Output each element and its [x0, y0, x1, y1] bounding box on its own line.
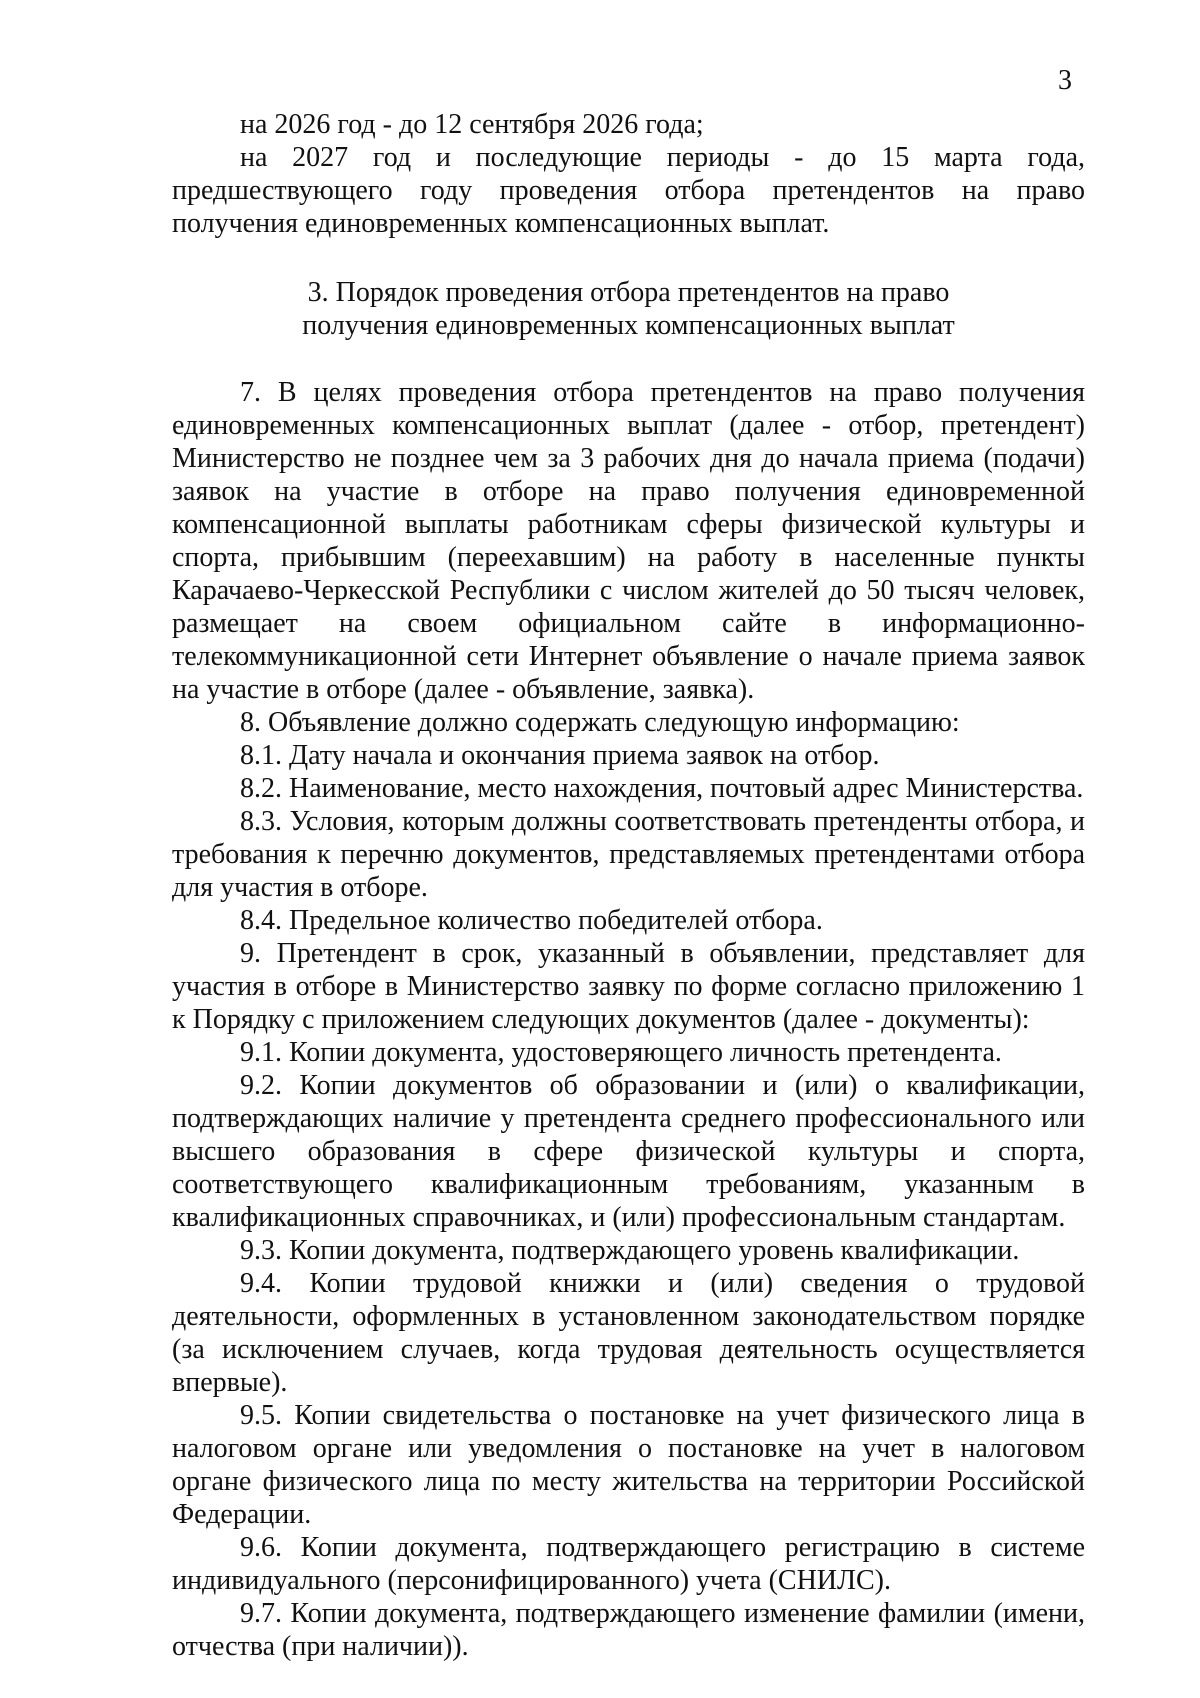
paragraph-8-4: 8.4. Предельное количество победителей отбора. [240, 905, 823, 936]
document-body [172, 108, 1085, 1663]
paragraph-8-3: 8.3. Условия, которым должны соответствовать претенденты отбора, и требования к перечню документов, представляемых претендентами отбора для участия в отборе. [172, 806, 1085, 903]
paragraph-9-7: 9.7. Копии документа, подтверждающего изменение фамилии (имени, отчества (при наличии)). [172, 1598, 1085, 1662]
paragraph-8-1: 8.1. Дату начала и окончания приема заявок на отбор. [240, 740, 880, 771]
section-heading-line-1: 3. Порядок проведения отбора претендентов на право [307, 277, 950, 308]
paragraph-8: 8. Объявление должно содержать следующую информацию: [240, 707, 960, 738]
paragraph-9-2: 9.2. Копии документов об образовании и (или) о квалификации, подтверждающих наличие у претендента среднего профессионального или высшего образования в сфере физической культуры и спорта, соответствующего квалификационным требованиям, указанным в квалификационных справочниках, и (или) профессиональным стандартам. [172, 1070, 1085, 1233]
section-heading [172, 276, 1085, 342]
paragraph-9-1: 9.1. Копии документа, удостоверяющего личность претендента. [240, 1037, 1002, 1068]
section-heading-line-2: получения единовременных компенсационных выплат [302, 310, 955, 341]
paragraph-7: 7. В целях проведения отбора претендентов на право получения единовременных компенсационных выплат (далее - отбор, претендент) Министерство не позднее чем за 3 рабочих дня до начала приема (подачи) заявок на участие в отборе на право получения единовременной компенсационной выплаты работникам сферы физической культуры и спорта, прибывшим (переехавшим) на работу в населенные пункты Карачаево-Черкесской Республики с числом жителей до 50 тысяч человек, размещает на своем официальном сайте в информационно-телекоммуникационной сети Интернет объявление о начале приема заявок на участие в отборе (далее - объявление, заявка). [172, 377, 1085, 705]
paragraph-8-2: 8.2. Наименование, место нахождения, почтовый адрес Министерства. [240, 773, 1084, 804]
paragraph-9-4: 9.4. Копии трудовой книжки и (или) сведения о трудовой деятельности, оформленных в установленном законодательством порядке (за исключением случаев, когда трудовая деятельность осуществляется впервые). [172, 1268, 1085, 1398]
page-number: 3 [1058, 65, 1072, 96]
paragraph-9-6: 9.6. Копии документа, подтверждающего регистрацию в системе индивидуального (персонифицированного) учета (СНИЛС). [172, 1532, 1085, 1596]
paragraph-9-3: 9.3. Копии документа, подтверждающего уровень квалификации. [240, 1235, 1020, 1266]
paragraph-9: 9. Претендент в срок, указанный в объявлении, представляет для участия в отборе в Министерство заявку по форме согласно приложению 1 к Порядку с приложением следующих документов (далее - документы): [172, 938, 1085, 1035]
intro-paragraph-1: на 2026 год - до 12 сентября 2026 года; [240, 109, 704, 140]
paragraph-9-5: 9.5. Копии свидетельства о постановке на учет физического лица в налоговом органе или уведомления о постановке на учет в налоговом органе физического лица по месту жительства на территории Российской Федерации. [172, 1400, 1085, 1530]
intro-paragraph-2: на 2027 год и последующие периоды - до 15 марта года, предшествующего году проведения отбора претендентов на право получения единовременных компенсационных выплат. [172, 142, 1085, 239]
